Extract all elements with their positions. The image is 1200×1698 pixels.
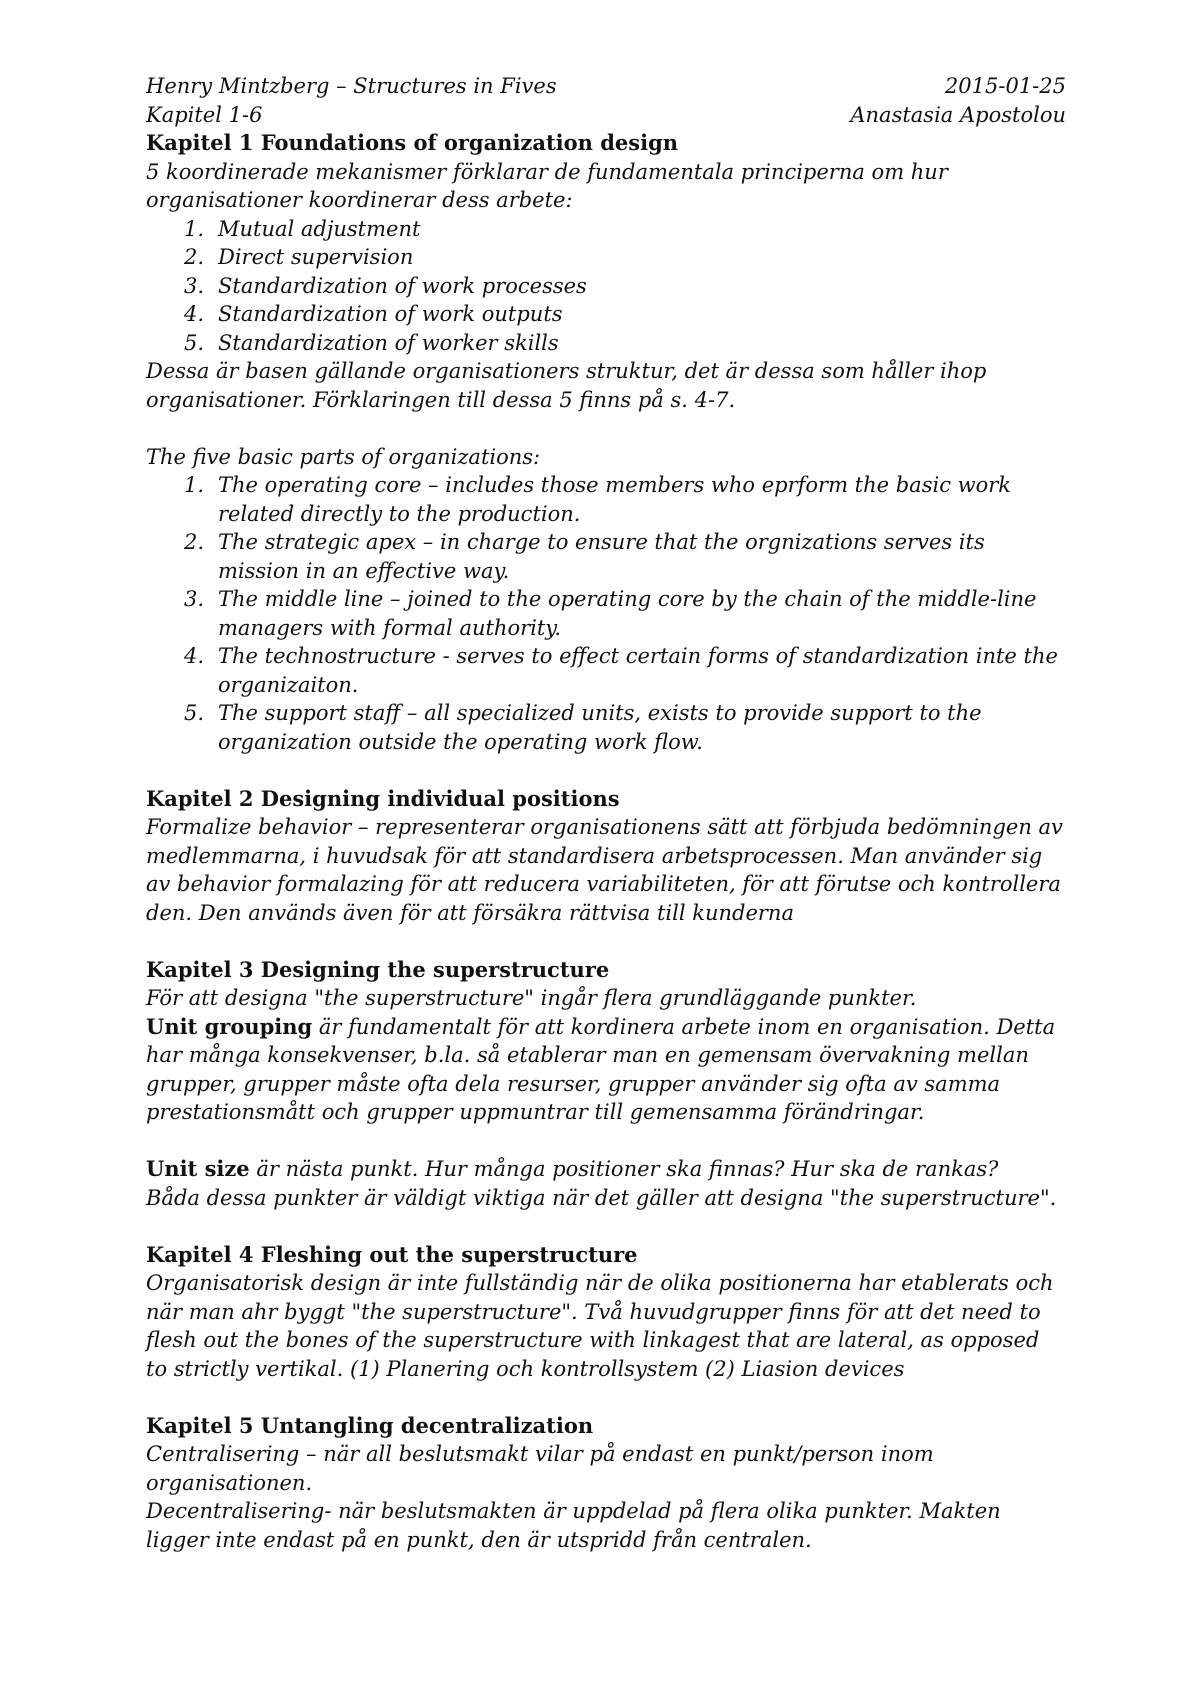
chapter-1-heading: Kapitel 1 Foundations of organization design [146,130,679,155]
parts-intro: The five basic parts of organizations: [146,444,541,469]
header-author: Anastasia Apostolou [850,102,1066,127]
list-number: 1. [183,473,204,497]
chapter-5-heading: Kapitel 5 Untangling decentralization [146,1412,594,1438]
header-row-2 [146,101,1066,130]
chapter-3-intro: För att designa "the superstructure" ingår flera grundläggande punkter. [146,986,917,1010]
chapter-1-intro: 5 koordinerade mekanismer förklarar de fundamentala principerna om hur organisationer koordinerar dess arbete: [146,159,948,212]
header-chapters: Kapitel 1-6 [146,102,263,127]
list-number: 5. [183,701,204,725]
list-item [146,215,1066,244]
chapter-1-after: Dessa är basen gällande organisationers struktur, det är dessa som håller ihop organisationer. Förklaringen till dessa 5 finns på s. 4-7. [146,359,987,412]
list-item [146,528,1066,585]
list-text: Direct supervision [218,245,414,269]
chapter-2-heading: Kapitel 2 Designing individual positions [146,785,620,811]
list-item [146,699,1066,756]
list-text: The strategic apex – in charge to ensure that the orgnizations serves its mission in an effective way. [218,530,985,583]
decentralisering-definition: Decentralisering- när beslutsmakten är uppdelad på flera olika punkter. Makten ligger inte endast på en punkt, den är utspridd från centralen. [146,1499,1001,1552]
chapter-3-closing: Båda dessa punkter är väldigt viktiga när det gäller att designa "the superstructure". [146,1185,1057,1210]
list-text: Standardization of work outputs [218,302,563,326]
list-item [146,243,1066,272]
list-item [146,642,1066,699]
spacer [146,1212,1066,1241]
list-number: 1. [183,216,204,241]
chapter-4-heading: Kapitel 4 Fleshing out the superstructure [146,1241,638,1267]
parts-list [146,471,1066,756]
list-item [146,300,1066,329]
list-text: The middle line – joined to the operating core by the chain of the middle-line managers with formal authority. [218,587,1037,640]
list-number: 3. [183,587,204,611]
list-text: Standardization of work processes [218,273,587,298]
header-date: 2015-01-25 [944,74,1066,98]
list-item [146,329,1066,358]
list-number: 4. [183,644,204,668]
list-text: The operating core – includes those members who eprform the basic work related directly to the production. [218,473,1012,526]
chapter-3-heading: Kapitel 3 Designing the superstructure [146,956,610,982]
spacer [146,414,1066,443]
spacer [146,1127,1066,1156]
unit-grouping-label: Unit grouping [146,1013,313,1039]
list-number: 2. [183,245,204,269]
mechanisms-list [146,215,1066,358]
unit-size-paragraph [146,1155,1066,1184]
centralisering-definition: Centralisering – när all beslutsmakt vilar på endast en punkt/person inom organisationen. [146,1442,934,1495]
list-number: 4. [183,302,204,326]
unit-size-text: är nästa punkt. Hur många positioner ska finnas? Hur ska de rankas? [249,1157,999,1181]
unit-grouping-text: är fundamentalt för att kordinera arbete inom en organisation. Detta har många konsekvenser, b.la. så etablerar man en gemensam övervakning mellan grupper, grupper måste ofta dela resurser, grupper använder sig ofta av samma prestationsmått och grupper uppmuntrar till gemensamma förändringar. [146,1014,1056,1124]
list-text: The technostructure - serves to effect certain forms of standardization inte the organizaiton. [218,644,1058,697]
spacer [146,1383,1066,1412]
chapter-4-body: Organisatorisk design är inte fullständig när de olika positionerna har etablerats och när man ahr byggt "the superstructure". Två huvudgrupper finns för att det need to flesh out the bones of the superstructure with linkagest that are lateral, as opposed to strictly vertikal. (1) Planering och kontrollsystem (2) Liasion devices [146,1271,1054,1381]
spacer [146,756,1066,785]
header-title: Henry Mintzberg – Structures in Fives [146,74,557,98]
unit-grouping-paragraph [146,1013,1066,1127]
list-item [146,272,1066,301]
chapter-2-body: Formalize behavior – representerar organisationens sätt att förbjuda bedömningen av medlemmarna, i huvudsak för att standardisera arbetsprocessen. Man använder sig av behavior formalazing för att reducera variabiliteten, för att förutse och kontrollera den. Den används även för att försäkra rättvisa till kunderna [146,815,1063,925]
list-item [146,471,1066,528]
list-text: The support staff – all specialized units, exists to provide support to the organization outside the operating work flow. [218,701,982,754]
list-number: 3. [183,273,204,298]
list-text: Standardization of worker skills [218,330,559,355]
unit-size-label: Unit size [146,1156,250,1181]
document-content [146,72,1066,1554]
spacer [146,927,1066,956]
list-number: 2. [183,530,204,554]
header-row-1 [146,72,1066,101]
list-number: 5. [183,330,204,355]
list-text: Mutual adjustment [218,216,421,241]
list-item [146,585,1066,642]
